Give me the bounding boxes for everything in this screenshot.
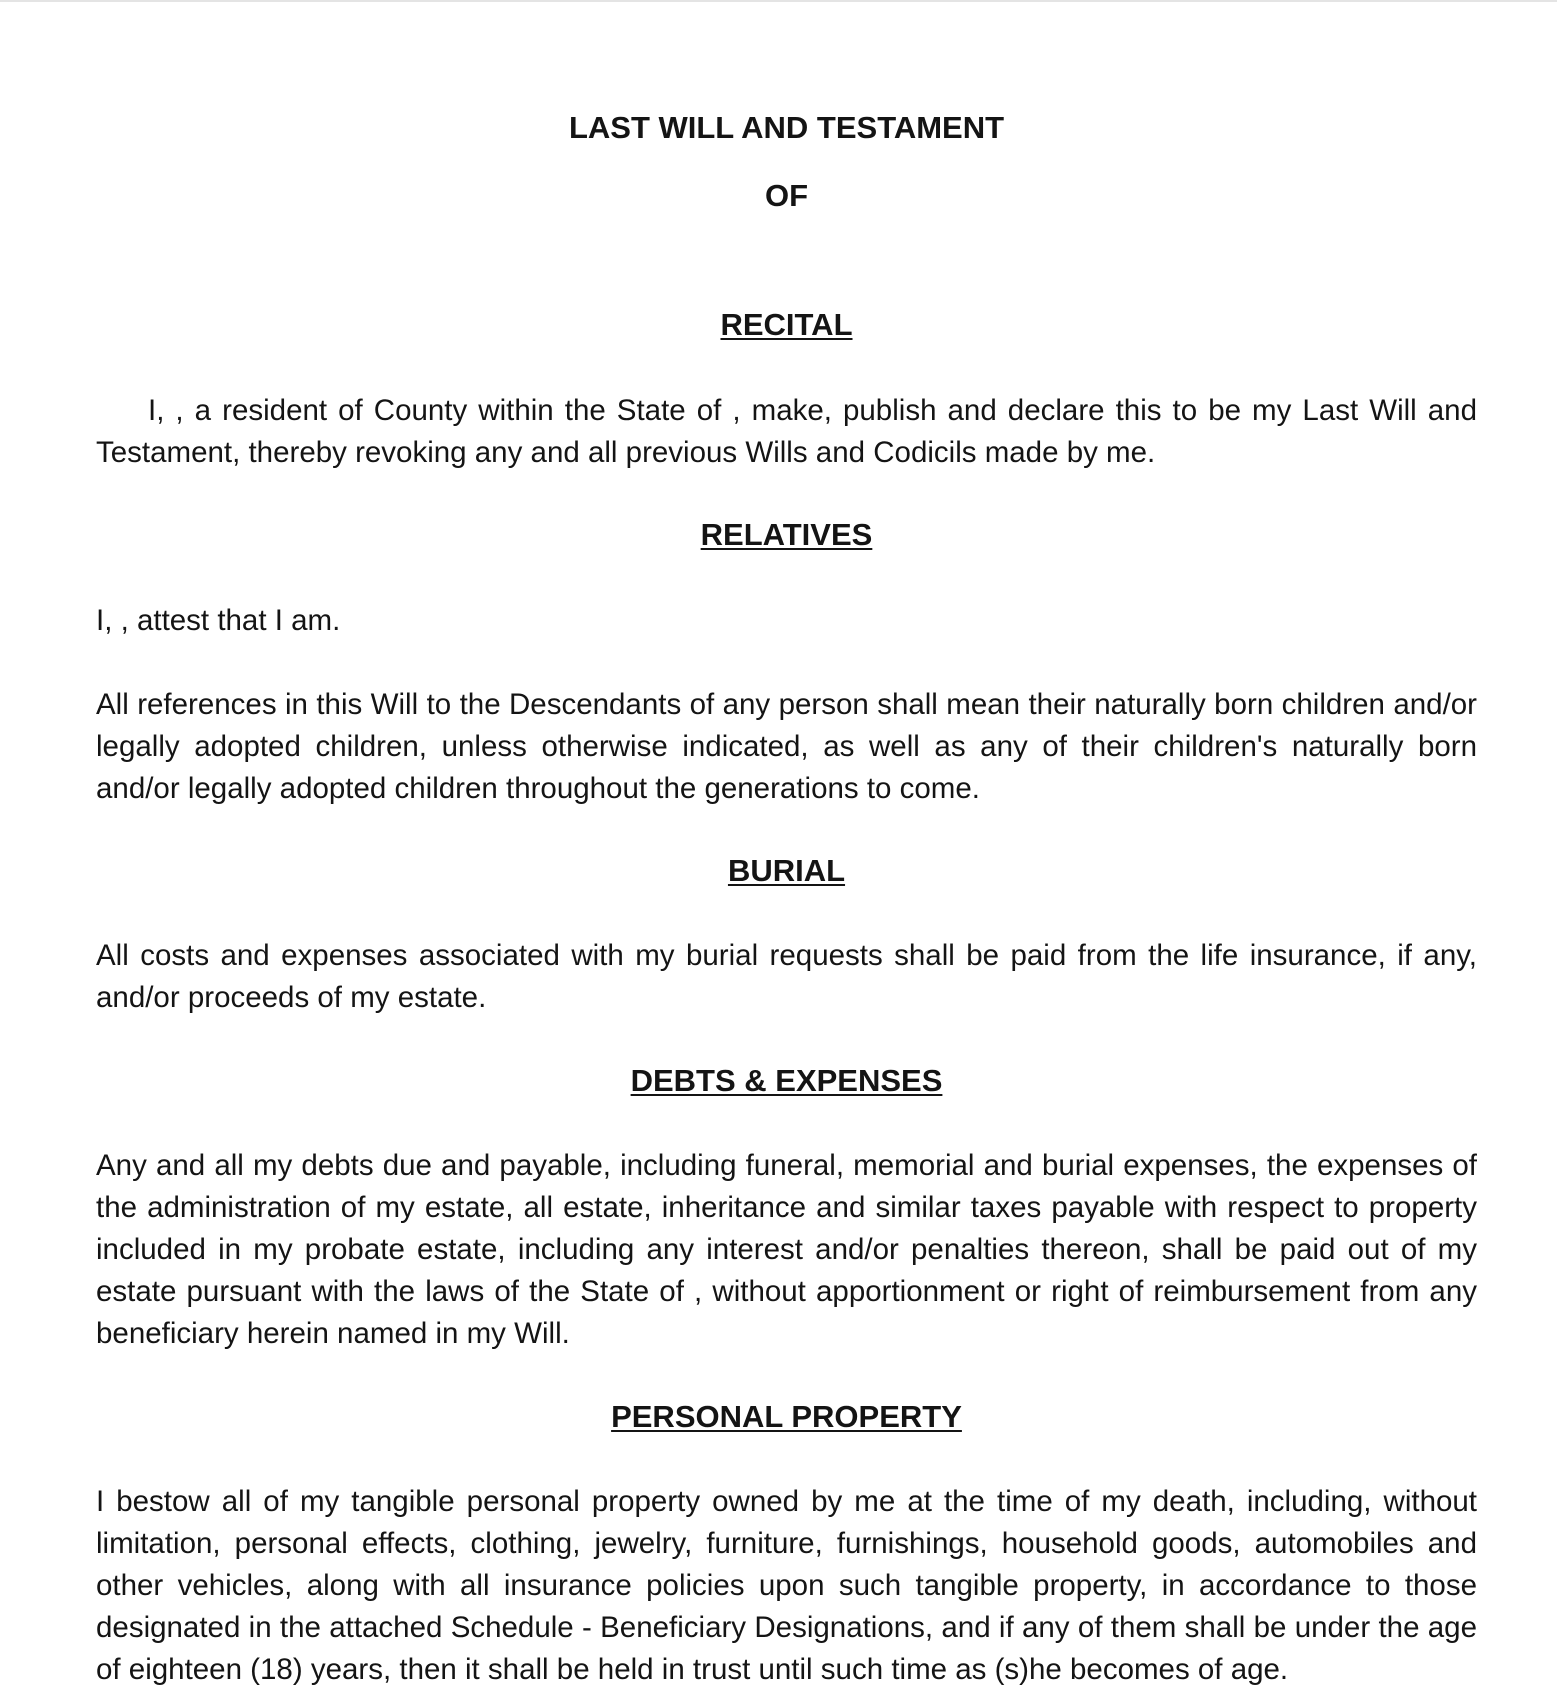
relatives-paragraph-descendants: All references in this Will to the Descendants of any person shall mean their naturally born children and/or legally adopted children, unless otherwise indicated, as well as any of their children's naturally born and/or legally adopted children throughout the generations to come.	[96, 688, 1477, 805]
personal-property-paragraph: I bestow all of my tangible personal property owned by me at the time of my death, including, without limitation, personal effects, clothing, jewelry, furniture, furnishings, household goods, automobiles and other vehicles, along with all insurance policies upon such tangible property, in accordance to those designated in the attached Schedule - Beneficiary Designations, and if any of them shall be under the age of eighteen (18) years, then it shall be held in trust until such time as (s)he becomes of age.	[96, 1485, 1477, 1686]
debts-expenses-paragraph: Any and all my debts due and payable, including funeral, memorial and burial expenses, the expenses of the administration of my estate, all estate, inheritance and similar taxes payable with respect to property included in my probate estate, including any interest and/or penalties thereon, shall be paid out of my estate pursuant with the laws of the State of , without apportionment or right of reimbursement from any beneficiary herein named in my Will.	[96, 1149, 1477, 1350]
heading-burial: BURIAL	[727, 853, 846, 888]
relatives-paragraph-attest: I, , attest that I am.	[96, 604, 341, 637]
document-title: LAST WILL AND TESTAMENT	[568, 110, 1005, 145]
heading-recital: RECITAL	[720, 307, 853, 342]
heading-debts-expenses: DEBTS & EXPENSES	[630, 1063, 943, 1098]
recital-paragraph: I, , a resident of County within the State of , make, publish and declare this to be my Last Will and Testament, thereby revoking any and all previous Wills and Codicils made by me.	[96, 394, 1477, 469]
document-title-of: OF	[764, 178, 809, 213]
burial-paragraph: All costs and expenses associated with my burial requests shall be paid from the life insurance, if any, and/or proceeds of my estate.	[96, 939, 1477, 1014]
heading-relatives: RELATIVES	[700, 517, 873, 552]
heading-personal-property: PERSONAL PROPERTY	[611, 1399, 962, 1434]
top-border	[0, 0, 1557, 2]
